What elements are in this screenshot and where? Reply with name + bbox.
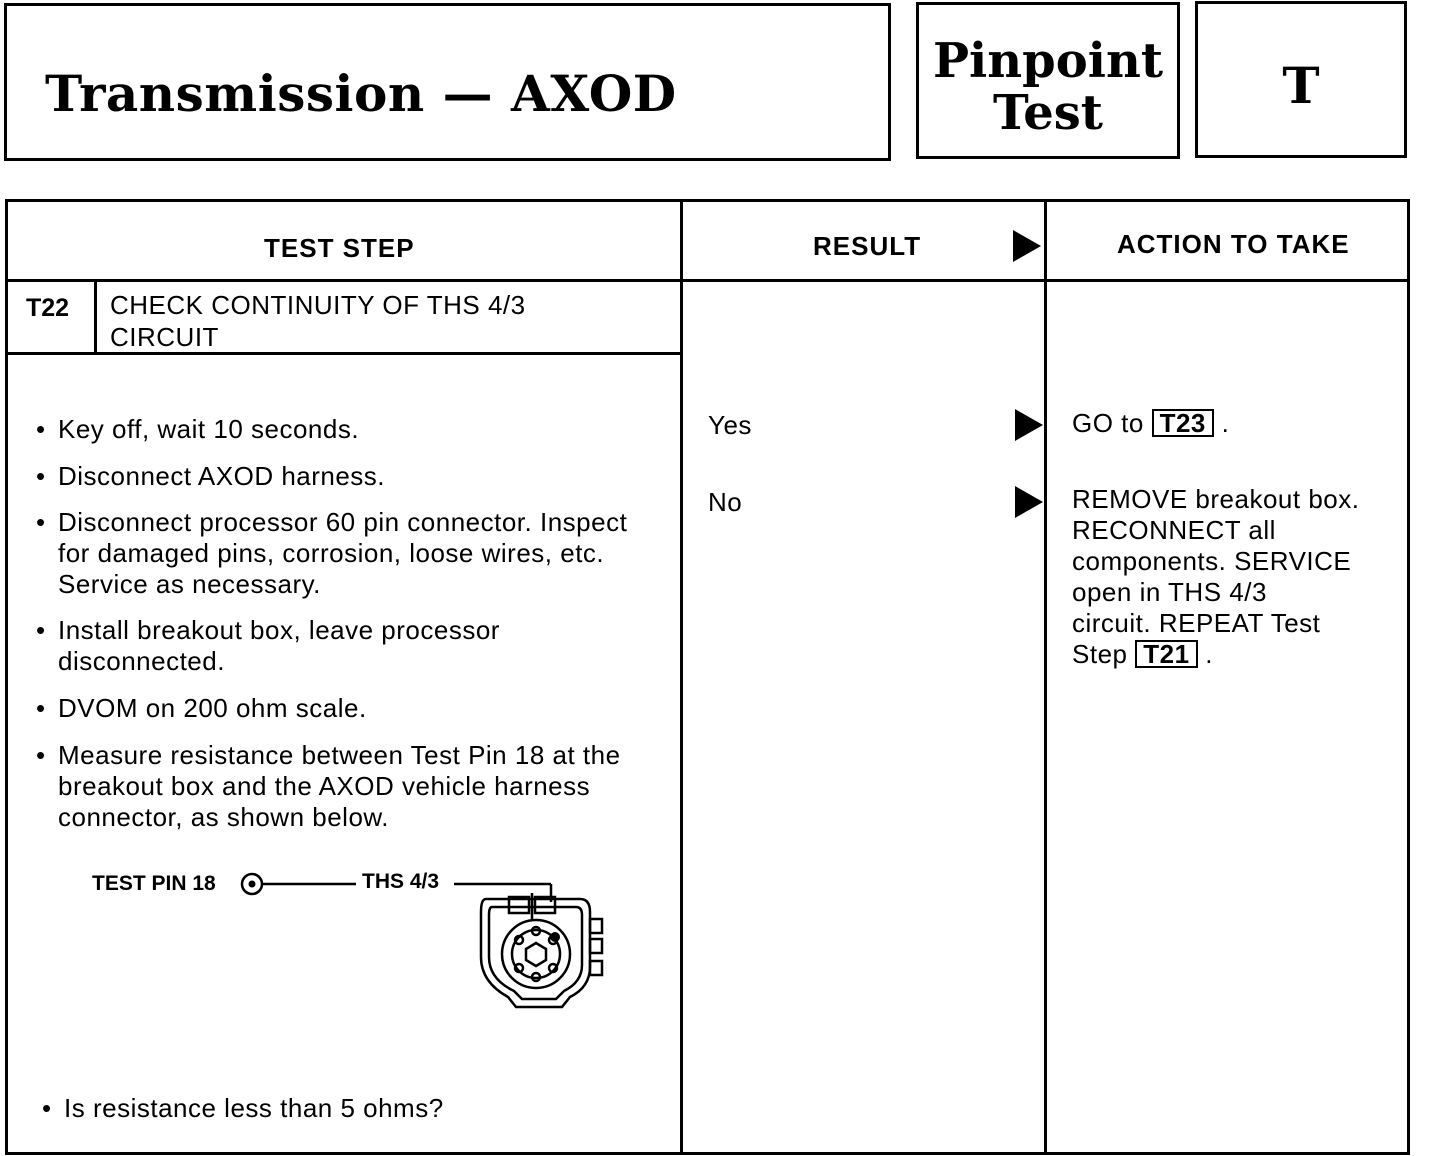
step-item [36, 740, 648, 833]
step-title-line-1: CHECK CONTINUITY OF THS 4/3 [110, 290, 526, 320]
step-ref-t23: T23 [1152, 409, 1214, 437]
diagram-pin-label: TEST PIN 18 [92, 872, 216, 895]
title-box [4, 3, 891, 161]
step-title-line-2: CIRCUIT [110, 322, 219, 352]
action-yes-prefix: GO to [1072, 408, 1144, 438]
action-no-line: components. SERVICE [1072, 546, 1352, 576]
pinpoint-test-badge [916, 2, 1180, 159]
step-item [36, 414, 688, 445]
column-divider-action [1044, 202, 1047, 1152]
bullet-icon: • [36, 693, 46, 723]
action-no-line: open in THS 4/3 [1072, 577, 1267, 607]
action-no [1072, 484, 1359, 670]
step-item-text: Disconnect processor 60 pin connector. Inspect for damaged pins, corrosion, loose wires, etc. Service as necessary. [58, 507, 628, 599]
section-letter: T [1282, 56, 1320, 115]
test-step-table [5, 199, 1410, 1155]
step-title-divider [8, 352, 680, 355]
badge-line-1: Pinpoint [932, 33, 1164, 89]
action-no-line: REMOVE breakout box. [1072, 484, 1360, 514]
action-yes-suffix: . [1221, 408, 1230, 438]
page-title: Transmission — AXOD [45, 64, 677, 123]
bullet-icon: • [36, 740, 46, 770]
step-id-divider [94, 282, 97, 354]
step-id: T22 [26, 294, 70, 322]
step-item-text: Key off, wait 10 seconds. [58, 414, 360, 444]
column-divider-result [680, 202, 683, 1152]
result-no-arrow-icon [1015, 486, 1043, 518]
step-item [36, 693, 688, 724]
header-test-step: TEST STEP [264, 233, 415, 263]
bullet-icon: • [36, 507, 46, 537]
action-no-last-line [1072, 639, 1359, 670]
step-ref-t21: T21 [1135, 640, 1197, 668]
step-item-text: DVOM on 200 ohm scale. [58, 693, 367, 723]
step-item-text: Disconnect AXOD harness. [58, 461, 386, 491]
header-divider [8, 279, 1407, 282]
action-no-last-prefix: Step [1072, 639, 1128, 669]
header-result-arrow-icon [1013, 230, 1041, 262]
action-no-suffix: . [1205, 639, 1214, 669]
step-item [36, 461, 688, 492]
result-yes-arrow-icon [1015, 409, 1043, 441]
header-action: ACTION TO TAKE [1117, 229, 1350, 259]
step-question [42, 1093, 694, 1124]
badge-line-2: Test [993, 85, 1103, 141]
result-no: No [708, 487, 743, 517]
bullet-icon: • [36, 461, 46, 491]
header-result: RESULT [813, 231, 922, 261]
action-no-line: RECONNECT all [1072, 515, 1276, 545]
step-item [36, 615, 558, 677]
result-yes: Yes [708, 410, 752, 440]
action-no-line: circuit. REPEAT Test [1072, 608, 1321, 638]
step-item [36, 507, 638, 600]
connector-diagram [228, 857, 628, 1017]
step-question-text: Is resistance less than 5 ohms? [64, 1093, 444, 1123]
diagram-wire-label: THS 4/3 [362, 870, 440, 893]
bullet-icon: • [36, 615, 46, 645]
action-yes [1072, 408, 1229, 439]
step-item-text: Measure resistance between Test Pin 18 at the breakout box and the AXOD vehicle harness connector, as shown below. [58, 740, 621, 832]
bullet-icon: • [42, 1093, 52, 1123]
section-letter-box [1195, 1, 1407, 158]
harness-connector-icon [481, 893, 602, 1007]
step-item-text: Install breakout box, leave processor disconnected. [58, 615, 500, 676]
bullet-icon: • [36, 414, 46, 444]
